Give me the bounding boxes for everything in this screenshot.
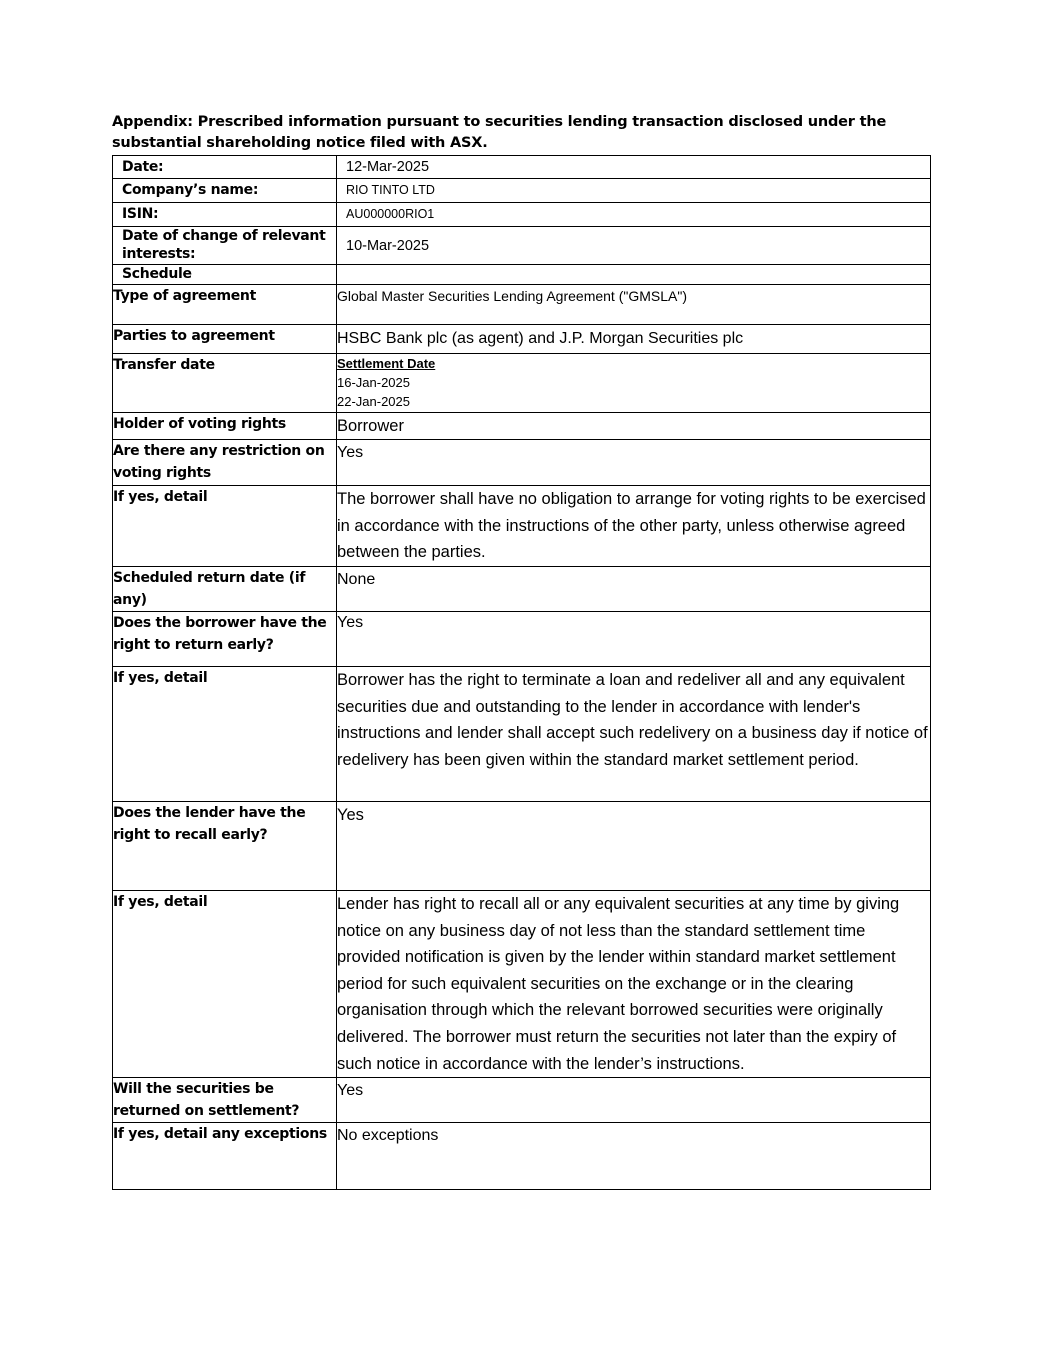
value-restriction-voting: Yes <box>337 440 931 486</box>
value-type-agreement: Global Master Securities Lending Agreement ("GMSLA") <box>337 285 931 325</box>
label-restriction-voting: Are there any restriction on voting rights <box>113 440 337 486</box>
label-change-date: Date of change of relevant interests: <box>113 227 337 265</box>
label-holder-voting: Holder of voting rights <box>113 413 337 440</box>
value-restriction-detail: The borrower shall have no obligation to arrange for voting rights to be exercised in accordance with the instructions of the other party, unless otherwise agreed between the parties. <box>337 486 931 567</box>
settlement-date-header: Settlement Date <box>337 356 436 371</box>
value-change-date: 10-Mar-2025 <box>337 227 931 265</box>
row-isin <box>113 203 931 227</box>
label-date: Date: <box>113 156 337 179</box>
label-exceptions: If yes, detail any exceptions <box>113 1123 337 1190</box>
row-transfer-date <box>113 354 931 413</box>
row-restriction-detail <box>113 486 931 567</box>
label-company-name: Company’s name: <box>113 179 337 203</box>
row-change-date <box>113 227 931 265</box>
row-schedule <box>113 265 931 285</box>
label-schedule: Schedule <box>113 265 337 285</box>
row-restriction-voting <box>113 440 931 486</box>
value-lender-recall: Yes <box>337 802 931 891</box>
appendix-heading: Appendix: Prescribed information pursuant to securities lending transaction disclosed under the substantial shareholding notice filed with ASX. <box>112 114 887 151</box>
value-isin: AU000000RIO1 <box>337 203 931 227</box>
row-date <box>113 156 931 179</box>
value-schedule <box>337 265 931 285</box>
value-borrower-detail: Borrower has the right to terminate a loan and redeliver all and any equivalent securities due and outstanding to the lender in accordance with lender's instructions and lender shall accept such redelivery on a business day if notice of redelivery has been given within the standard market settlement period. <box>337 667 931 802</box>
row-exceptions <box>113 1123 931 1190</box>
row-lender-recall <box>113 802 931 891</box>
row-returned-settlement <box>113 1078 931 1123</box>
row-company <box>113 179 931 203</box>
label-scheduled-return: Scheduled return date (if any) <box>113 567 337 612</box>
label-returned-settlement: Will the securities be returned on settlement? <box>113 1078 337 1123</box>
row-borrower-detail <box>113 667 931 802</box>
row-lender-detail <box>113 891 931 1078</box>
securities-lending-table <box>112 155 931 1190</box>
value-holder-voting: Borrower <box>337 413 931 440</box>
value-returned-settlement: Yes <box>337 1078 931 1123</box>
row-scheduled-return <box>113 567 931 612</box>
value-borrower-return: Yes <box>337 612 931 667</box>
label-borrower-return: Does the borrower have the right to return early? <box>113 612 337 667</box>
settlement-date-2: 22-Jan-2025 <box>337 394 410 409</box>
label-restriction-detail: If yes, detail <box>113 486 337 567</box>
value-company-name: RIO TINTO LTD <box>337 179 931 203</box>
value-transfer-date <box>337 354 931 413</box>
value-scheduled-return: None <box>337 567 931 612</box>
row-parties <box>113 325 931 354</box>
label-parties: Parties to agreement <box>113 325 337 354</box>
label-transfer-date: Transfer date <box>113 354 337 413</box>
row-borrower-return <box>113 612 931 667</box>
label-type-agreement: Type of agreement <box>113 285 337 325</box>
value-exceptions: No exceptions <box>337 1123 931 1190</box>
settlement-date-1: 16-Jan-2025 <box>337 375 410 390</box>
row-holder-voting <box>113 413 931 440</box>
label-lender-detail: If yes, detail <box>113 891 337 1078</box>
value-parties: HSBC Bank plc (as agent) and J.P. Morgan Securities plc <box>337 325 931 354</box>
row-type-agreement <box>113 285 931 325</box>
label-borrower-detail: If yes, detail <box>113 667 337 802</box>
label-isin: ISIN: <box>113 203 337 227</box>
value-lender-detail: Lender has right to recall all or any equivalent securities at any time by giving notice on any business day of not less than the standard settlement time provided notification is given by the lender within standard market settlement period for such equivalent securities on the exchange or in the clearing organisation through which the relevant borrowed securities were originally delivered. The borrower must return the securities not later than the expiry of such notice in accordance with the lender’s instructions. <box>337 891 931 1078</box>
value-date: 12-Mar-2025 <box>337 156 931 179</box>
label-lender-recall: Does the lender have the right to recall early? <box>113 802 337 891</box>
